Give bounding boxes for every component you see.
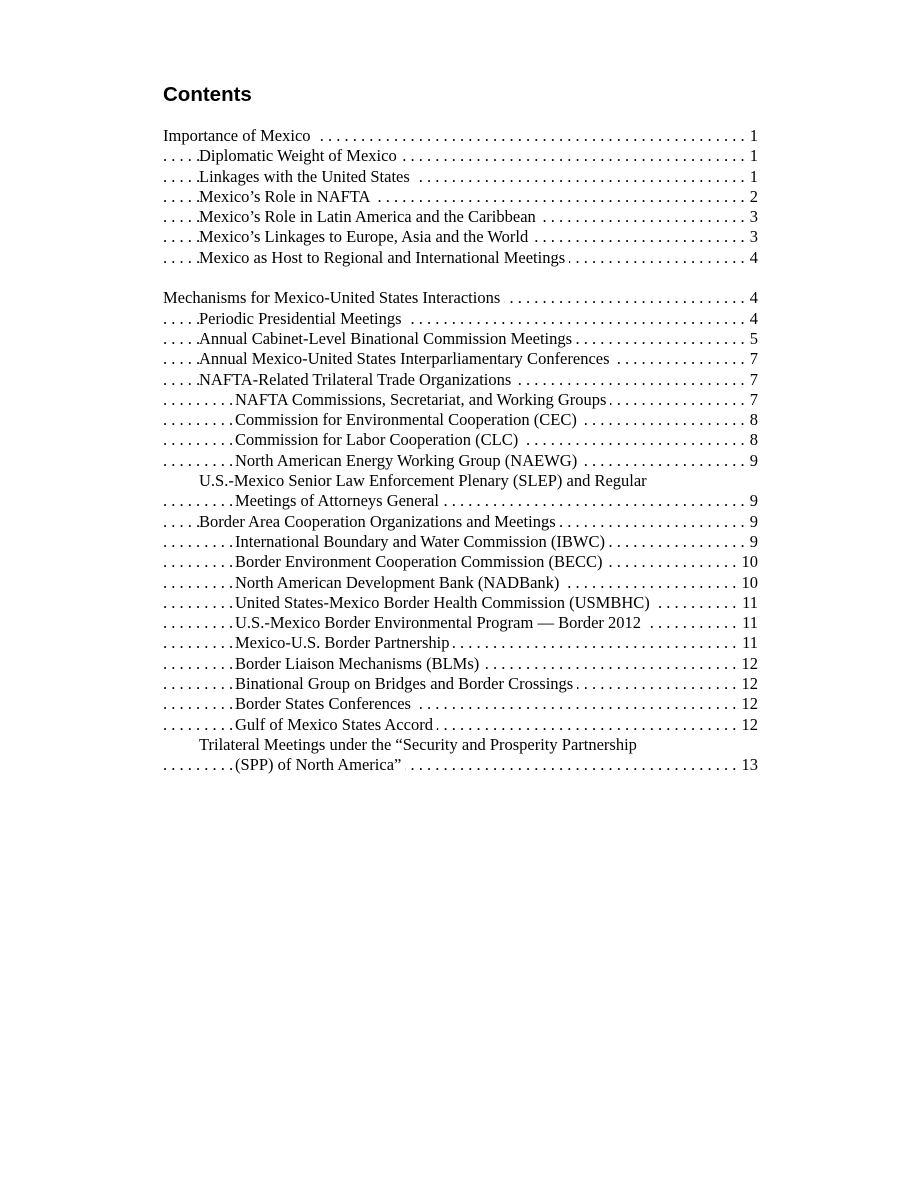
toc-entry-label: Mexico as Host to Regional and International Meetings [199,248,569,267]
toc-entry[interactable] [163,248,758,268]
toc-entry[interactable] [163,593,758,613]
toc-page-number: 1 [746,146,758,166]
toc-entry-label: Mechanisms for Mexico-United States Interactions [163,288,504,307]
toc-entry-label: Importance of Mexico [163,126,315,145]
toc-entry-label: United States-Mexico Border Health Commission (USMBHC) [235,593,654,612]
toc-entry-label: Commission for Labor Cooperation (CLC) [235,430,522,449]
toc-entry-label: International Boundary and Water Commission (IBWC) [235,532,609,551]
toc-entry-label-line1[interactable]: U.S.-Mexico Senior Law Enforcement Plenary (SLEP) and Regular [199,471,647,491]
toc-page-number: 10 [738,573,759,593]
toc-entry[interactable] [163,430,758,450]
toc-page-number: 4 [746,288,758,308]
toc-entry[interactable] [163,613,758,633]
toc-page-number: 1 [746,126,758,146]
toc-entry-label: Border Environment Cooperation Commission (BECC) [235,552,607,571]
toc-page-number: 13 [738,755,759,775]
toc-entry[interactable] [163,654,758,674]
toc-page-number: 10 [738,552,759,572]
toc-entry-label: Mexico’s Role in Latin America and the Caribbean [199,207,540,226]
toc-page-number: 2 [746,187,758,207]
toc-entry[interactable] [163,633,758,653]
toc-entry-label: Meetings of Attorneys General [235,491,443,510]
toc-entry-label: U.S.-Mexico Border Environmental Program — Border 2012 [235,613,645,632]
toc-page-number: 12 [738,674,759,694]
toc-entry[interactable] [163,512,758,532]
toc-page-number: 12 [738,694,759,714]
toc-entry-label: Diplomatic Weight of Mexico [199,146,401,165]
toc-entry[interactable] [163,573,758,593]
toc-page-number: 3 [746,207,758,227]
toc-entry[interactable] [163,491,758,511]
toc-entry[interactable] [163,207,758,227]
toc-page-number: 4 [746,248,758,268]
toc-entry-label: Mexico-U.S. Border Partnership [235,633,453,652]
table-of-contents [163,126,758,776]
toc-entry[interactable] [163,370,758,390]
toc-page-number: 3 [746,227,758,247]
toc-entry-label-line1[interactable]: Trilateral Meetings under the “Security and Prosperity Partnership [199,734,637,754]
toc-entry-label: North American Development Bank (NADBank) [235,573,563,592]
toc-entry[interactable] [163,694,758,714]
toc-entry[interactable] [163,288,758,308]
toc-entry-label: Binational Group on Bridges and Border Crossings [235,674,577,693]
toc-page-number: 8 [746,410,758,430]
toc-entry[interactable] [163,552,758,572]
toc-entry-label: NAFTA-Related Trilateral Trade Organizations [199,370,515,389]
toc-page-number: 7 [746,390,758,410]
toc-entry[interactable] [163,146,758,166]
toc-entry[interactable] [163,410,758,430]
toc-entry[interactable] [163,390,758,410]
toc-entry-label: Gulf of Mexico States Accord [235,715,437,734]
toc-entry[interactable] [163,349,758,369]
toc-entry-label: Mexico’s Linkages to Europe, Asia and the World [199,227,532,246]
toc-entry-label: Annual Mexico-United States Interparliamentary Conferences [199,349,614,368]
toc-entry[interactable] [163,227,758,247]
toc-page-number: 11 [738,633,758,653]
toc-page-number: 12 [738,715,759,735]
toc-page-number: 1 [746,167,758,187]
toc-entry[interactable] [163,715,758,735]
toc-page-number: 7 [746,370,758,390]
toc-entry[interactable] [163,309,758,329]
toc-entry[interactable] [163,167,758,187]
toc-entry-label: Periodic Presidential Meetings [199,309,406,328]
toc-page-number: 9 [746,532,758,552]
toc-page-number: 5 [746,329,758,349]
toc-entry-label: Commission for Environmental Cooperation (CEC) [235,410,581,429]
toc-entry-label: NAFTA Commissions, Secretariat, and Working Groups [235,390,610,409]
toc-entry-label: (SPP) of North America” [235,755,405,774]
toc-page-number: 8 [746,430,758,450]
toc-page-number: 9 [746,451,758,471]
toc-entry[interactable] [163,126,758,146]
toc-entry[interactable] [163,532,758,552]
toc-page-number: 11 [738,613,758,633]
toc-entry[interactable] [163,755,758,775]
toc-page-number: 4 [746,309,758,329]
toc-entry-label: Annual Cabinet-Level Binational Commission Meetings [199,329,576,348]
toc-entry-label: Border States Conferences [235,694,415,713]
toc-entry-label: Border Liaison Mechanisms (BLMs) [235,654,483,673]
toc-entry[interactable] [163,451,758,471]
contents-heading: Contents [163,83,252,106]
section-spacer [163,268,758,288]
toc-entry[interactable] [163,674,758,694]
toc-entry-label: Border Area Cooperation Organizations and Meetings [199,512,560,531]
toc-page-number: 9 [746,512,758,532]
toc-page-number: 11 [738,593,758,613]
toc-entry-label: Mexico’s Role in NAFTA [199,187,374,206]
toc-page-number: 7 [746,349,758,369]
toc-entry[interactable] [163,329,758,349]
toc-entry-label: Linkages with the United States [199,167,414,186]
toc-page-number: 9 [746,491,758,511]
toc-entry-label: North American Energy Working Group (NAEWG) [235,451,581,470]
toc-entry[interactable] [163,187,758,207]
toc-page-number: 12 [738,654,759,674]
